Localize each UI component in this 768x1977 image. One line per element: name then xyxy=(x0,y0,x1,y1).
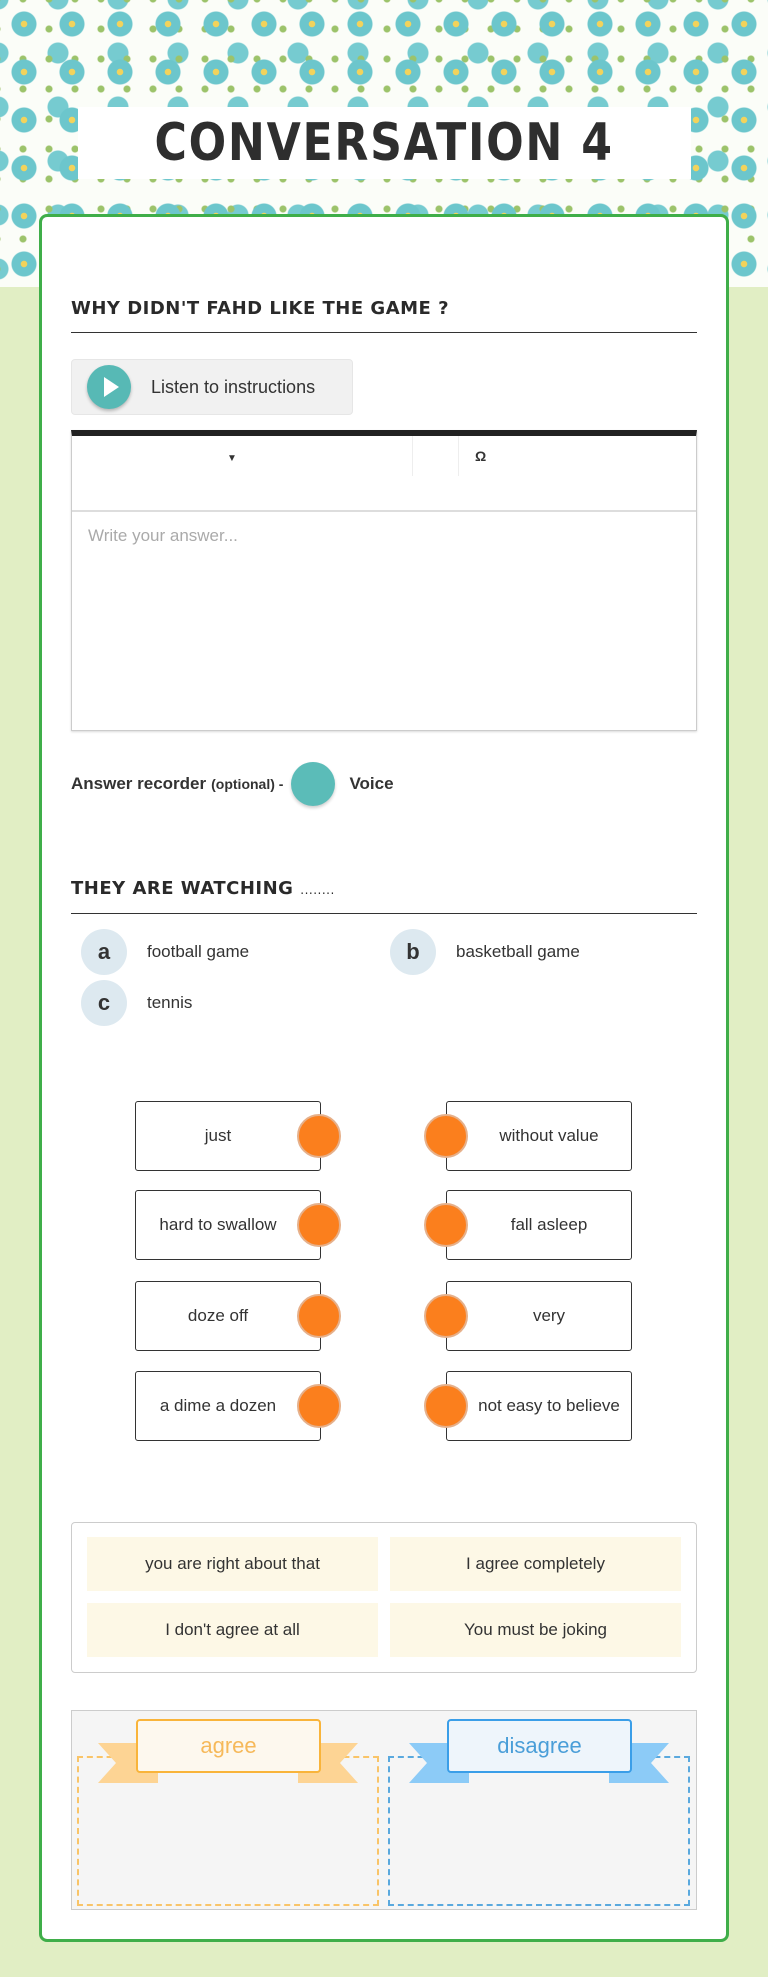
match-right-item[interactable]: very xyxy=(446,1281,632,1351)
option-letter: b xyxy=(390,929,436,975)
match-left-item[interactable]: doze off xyxy=(135,1281,321,1351)
match-right-item[interactable]: not easy to believe xyxy=(446,1371,632,1441)
question-2-text: THEY ARE WATCHING xyxy=(71,878,294,899)
option-letter: c xyxy=(81,980,127,1026)
divider xyxy=(71,332,697,333)
match-left-item[interactable]: hard to swallow xyxy=(135,1190,321,1260)
match-right-connector[interactable] xyxy=(424,1203,468,1247)
recorder-optional: (optional) - xyxy=(211,776,284,792)
toolbar-separator xyxy=(458,436,459,476)
match-left-connector[interactable] xyxy=(297,1384,341,1428)
answer-placeholder: Write your answer... xyxy=(88,526,238,545)
option-b[interactable] xyxy=(390,929,580,975)
match-right-connector[interactable] xyxy=(424,1114,468,1158)
categorize-area xyxy=(71,1710,697,1910)
play-icon xyxy=(87,365,131,409)
match-right-item[interactable]: fall asleep xyxy=(446,1190,632,1260)
question-2-heading xyxy=(71,878,335,899)
answer-recorder xyxy=(71,762,394,806)
special-character-button[interactable]: Ω xyxy=(475,448,487,464)
match-right-connector[interactable] xyxy=(424,1384,468,1428)
match-left-item[interactable]: just xyxy=(135,1101,321,1171)
phrase-item[interactable]: I don't agree at all xyxy=(87,1603,378,1657)
option-text: basketball game xyxy=(456,942,580,961)
record-voice-button[interactable] xyxy=(291,762,335,806)
recorder-label: Answer recorder xyxy=(71,774,207,793)
match-right-connector[interactable] xyxy=(424,1294,468,1338)
option-text: football game xyxy=(147,942,250,961)
match-left-connector[interactable] xyxy=(297,1114,341,1158)
phrase-bank xyxy=(71,1522,697,1673)
question-1-heading: WHY DIDN'T FAHD LIKE THE GAME ? xyxy=(71,298,450,319)
option-c[interactable] xyxy=(81,980,192,1026)
match-right-item[interactable]: without value xyxy=(446,1101,632,1171)
agree-label: agree xyxy=(136,1719,321,1773)
phrase-item[interactable]: I agree completely xyxy=(390,1537,681,1591)
match-left-connector[interactable] xyxy=(297,1203,341,1247)
voice-label: Voice xyxy=(349,774,394,793)
match-left-connector[interactable] xyxy=(297,1294,341,1338)
disagree-ribbon xyxy=(409,1719,669,1809)
phrase-item[interactable]: You must be joking xyxy=(390,1603,681,1657)
page-title: CONVERSATION 4 xyxy=(154,113,615,173)
option-letter: a xyxy=(81,929,127,975)
agree-ribbon xyxy=(98,1719,358,1809)
toolbar-separator xyxy=(412,436,413,476)
listen-instructions-button[interactable] xyxy=(71,359,353,415)
answer-editor xyxy=(71,430,697,731)
phrase-item[interactable]: you are right about that xyxy=(87,1537,378,1591)
option-text: tennis xyxy=(147,993,193,1012)
divider xyxy=(71,913,697,914)
title-banner xyxy=(78,107,691,179)
match-left-item[interactable]: a dime a dozen xyxy=(135,1371,321,1441)
listen-label: Listen to instructions xyxy=(151,376,316,397)
option-a[interactable] xyxy=(81,929,249,975)
disagree-label: disagree xyxy=(447,1719,632,1773)
blank-dots: ........ xyxy=(300,883,335,897)
editor-toolbar xyxy=(72,436,696,512)
font-dropdown-caret-icon[interactable]: ▼ xyxy=(227,453,237,464)
